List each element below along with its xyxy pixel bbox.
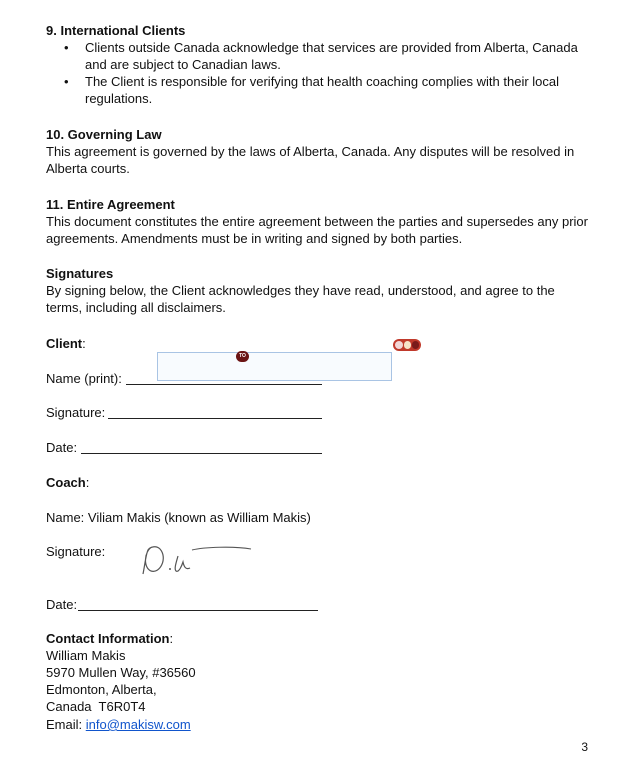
field-tag-badge[interactable]: TO (236, 351, 249, 362)
client-date-label: Date: (46, 440, 78, 455)
list-item: • The Client is responsible for verifying that health coaching complies with their local regulations. (46, 73, 591, 107)
list-item: • Clients outside Canada acknowledge that services are provided from Alberta, Canada and are subject to Canadian laws. (46, 39, 591, 73)
form-widget-toggle[interactable] (393, 339, 421, 351)
contact-label (46, 630, 173, 647)
client-label (46, 335, 86, 352)
client-label-colon: : (82, 336, 86, 351)
coach-label-text: Coach (46, 475, 86, 490)
contact-address-line-2: Edmonton, Alberta, (46, 682, 157, 697)
widget-segment-icon (404, 341, 411, 349)
contact-label-text: Contact Information (46, 631, 170, 646)
contact-address-line-3: Canada T6R0T4 (46, 699, 146, 714)
coach-date-label: Date: (46, 597, 78, 612)
section-11-heading: 11. Entire Agreement (46, 197, 175, 212)
client-name-field[interactable] (157, 352, 392, 381)
client-name-label: Name (print): (46, 371, 122, 386)
section-9-bullet-list (46, 39, 591, 107)
section-10-body: This agreement is governed by the laws of Alberta, Canada. Any disputes will be resolved in Alberta courts. (46, 144, 575, 176)
section-10-heading: 10. Governing Law (46, 127, 162, 142)
coach-label-colon: : (85, 475, 90, 490)
contact-name: William Makis (46, 648, 126, 663)
coach-signature-label: Signature: (46, 544, 106, 559)
contact-label-colon: : (169, 631, 174, 646)
contact-address-line-1: 5970 Mullen Way, #36560 (46, 665, 196, 680)
coach-label (46, 474, 89, 491)
coach-date-line (78, 610, 318, 611)
widget-segment-icon (412, 341, 419, 349)
contact-email-row (46, 716, 191, 733)
client-date-line (81, 453, 322, 454)
coach-name-line: Name: Viliam Makis (known as William Makis) (46, 510, 311, 525)
signatures-heading: Signatures (46, 266, 114, 281)
section-9-heading: 9. International Clients (46, 23, 186, 38)
widget-segment-icon (395, 341, 403, 349)
signatures-body: By signing below, the Client acknowledges they have read, understood, and agree to the terms, including all disclaimers. (46, 283, 555, 315)
client-signature-label: Signature: (46, 405, 106, 420)
coach-signature-image (138, 538, 256, 580)
page-number: 3 (581, 740, 588, 754)
contact-email-label: Email: (46, 717, 86, 732)
client-name-line (126, 384, 322, 385)
client-label-text: Client (46, 336, 83, 351)
section-11-body: This document constitutes the entire agreement between the parties and supersedes any prior agreements. Amendments must be in writing and signed by both parties. (46, 214, 588, 246)
contact-email-link[interactable]: info@makisw.com (85, 717, 191, 732)
client-signature-line (108, 418, 322, 419)
